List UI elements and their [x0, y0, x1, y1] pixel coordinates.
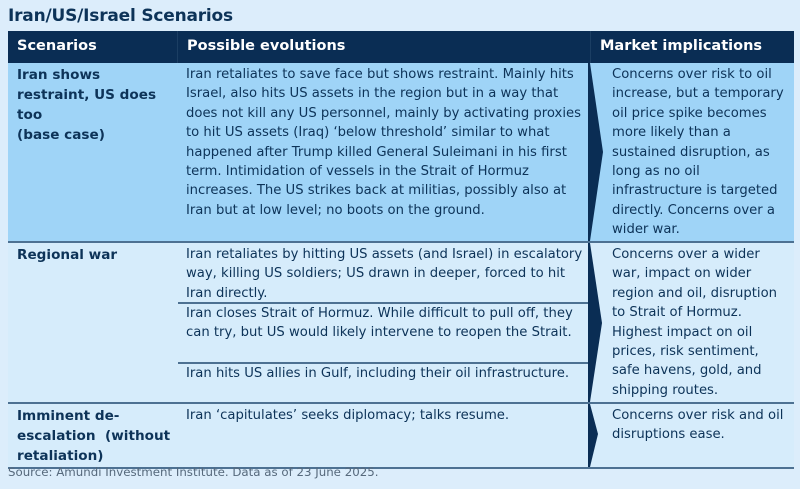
chevron-arrow-icon [588, 243, 610, 402]
evolution-cell: Iran ‘capitulates’ seeks diplomacy; talks resume. [186, 408, 510, 423]
page-title: Iran/US/Israel Scenarios [8, 6, 233, 26]
scenario-line: too [17, 107, 43, 123]
evolution-subcell [178, 362, 590, 402]
implication-cell: Concerns over risk and oil disruptions ease. [612, 408, 784, 443]
evolution-cell: Iran retaliates to save face but shows restraint. Mainly hits Israel, also hits US assets in the region but in a way that does not kill any US personnel, mainly by activating proxies to hit US assets (Iraq) ‘below threshold’ similar to what happened after Trump killed General Suleimani in his first term. Intimidation of vessels in the Strait of Hormuz increases. The US strikes back at militias, possibly also at Iran but at low level; no boots on the ground. [186, 67, 581, 218]
header-possible-evolutions: Possible evolutions [177, 31, 345, 63]
table-row-base-case [8, 63, 794, 241]
scenario-line: retaliation) [17, 448, 104, 464]
chevron-arrow-icon [588, 404, 610, 467]
table-row-regional-war [8, 241, 794, 402]
header-market-implications: Market implications [590, 31, 762, 63]
table-header [8, 31, 794, 63]
evolution-subcell [178, 302, 590, 362]
scenario-line: Iran shows [17, 67, 101, 83]
scenario-line: (base case) [17, 127, 105, 143]
scenario-line: Imminent de- [17, 408, 120, 424]
scenario-cell [17, 65, 167, 145]
scenarios-table [8, 31, 794, 469]
implication-cell: Concerns over a wider war, impact on wider region and oil, disruption to Strait of Hormuz. Highest impact on oil prices, risk sentiment, safe havens, gold, and shipping routes. [612, 247, 777, 398]
evolution-text: Iran hits US allies in Gulf, including their oil infrastructure. [186, 366, 570, 381]
source-note: Source: Amundi Investment Institute. Data as of 23 June 2025. [8, 465, 379, 479]
scenario-line: escalation (without [17, 428, 171, 444]
evolution-subcell [178, 245, 590, 302]
evolution-text: Iran retaliates by hitting US assets (and Israel) in escalatory way, killing US soldiers; US drawn in deeper, forced to hit Iran directly. [186, 247, 583, 301]
scenario-line: restraint, US does [17, 87, 157, 103]
scenario-cell [17, 406, 171, 466]
table-row-de-escalation [8, 402, 794, 469]
header-scenarios: Scenarios [17, 38, 97, 54]
chevron-arrow-icon [588, 63, 610, 241]
implication-cell: Concerns over risk to oil increase, but a temporary oil price spike becomes more likely than a sustained disruption, as long as no oil infrastructure is targeted directly. Concerns over a wider war. [612, 67, 784, 238]
evolution-text: Iran closes Strait of Hormuz. While difficult to pull off, they can try, but US would likely intervene to reopen the Strait. [186, 306, 573, 341]
scenario-cell: Regional war [17, 247, 118, 263]
